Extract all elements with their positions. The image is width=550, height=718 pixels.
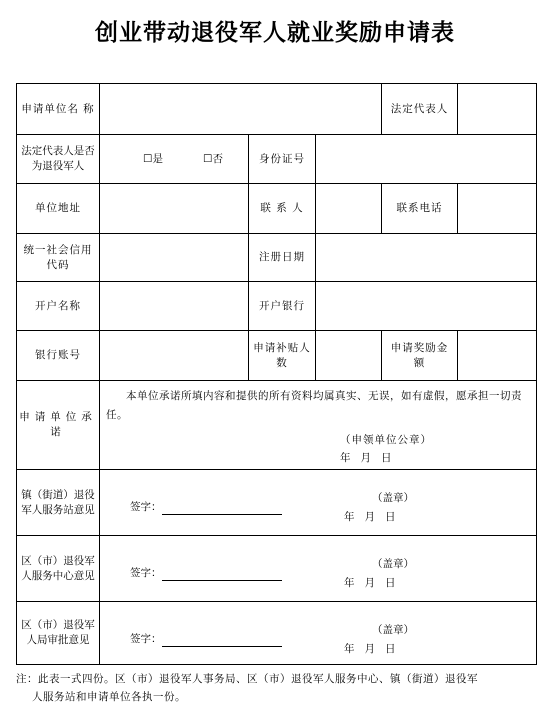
bank-field[interactable]: [316, 282, 537, 331]
footnote: [16, 670, 536, 706]
commitment-cell: [100, 381, 537, 470]
district-bureau-label: 区（市）退役军人局审批意见: [17, 602, 100, 665]
reg-date-field[interactable]: [316, 234, 537, 282]
signature-line: [130, 500, 282, 515]
reg-date-label: 注册日期: [249, 234, 316, 282]
veteran-choice: [100, 135, 249, 184]
yes-checkbox[interactable]: ☐是: [143, 152, 163, 165]
sign-label: 签字：: [130, 633, 162, 645]
bank-account-field[interactable]: [100, 331, 249, 381]
commitment-text: 本单位承诺所填内容和提供的所有资料均属真实、无误，如有虚假，愿承担一切责任。: [106, 390, 522, 421]
form-title: 创业带动退役军人就业奖励申请表: [95, 19, 455, 46]
legal-rep-field[interactable]: [458, 84, 537, 135]
contact-label: 联 系 人: [249, 184, 316, 234]
no-checkbox[interactable]: ☐否: [203, 152, 223, 165]
date-line: 年 月 日: [344, 511, 396, 523]
contact-field[interactable]: [316, 184, 382, 234]
bank-label: 开户银行: [249, 282, 316, 331]
id-number-field[interactable]: [316, 135, 537, 184]
signature-underline: [162, 568, 282, 581]
legal-rep-veteran-label: 法定代表人是否为退役军人: [17, 135, 100, 184]
credit-code-label: 统一社会信用代码: [17, 234, 100, 282]
reward-amount-label: 申请奖励金 额: [382, 331, 458, 381]
account-name-field[interactable]: [100, 282, 249, 331]
legal-rep-label: 法定代表人: [382, 84, 458, 135]
town-station-label: 镇（街道）退役军人服务站意见: [17, 470, 100, 536]
reward-amount-field[interactable]: [458, 331, 537, 381]
signature-line: [130, 632, 282, 647]
signature-underline: [162, 502, 282, 515]
signature-line: [130, 566, 282, 581]
signature-underline: [162, 634, 282, 647]
sign-label: 签字：: [130, 501, 162, 513]
unit-name-label: 申请单位名 称: [17, 84, 100, 135]
date-line: 年 月 日: [344, 577, 396, 589]
address-field[interactable]: [100, 184, 249, 234]
address-label: 单位地址: [17, 184, 100, 234]
commitment-seal: （申领单位公章）: [340, 434, 432, 446]
footnote-line-1: 注：此表一式四份。区（市）退役军人事务局、区（市）退役军人服务中心、镇（街道）退役军: [16, 673, 478, 685]
stamp-label: （盖章）: [372, 558, 414, 570]
unit-name-field[interactable]: [100, 84, 382, 135]
date-line: 年 月 日: [344, 643, 396, 655]
bank-account-label: 银行账号: [17, 331, 100, 381]
credit-code-field[interactable]: [100, 234, 249, 282]
subsidy-count-label: 申请补贴人 数: [249, 331, 316, 381]
commitment-label: 申请单位承 诺: [17, 381, 100, 470]
application-form-table: [16, 83, 537, 665]
district-bureau-opinion[interactable]: [100, 602, 537, 665]
phone-label: 联系电话: [382, 184, 458, 234]
stamp-label: （盖章）: [372, 492, 414, 504]
district-center-label: 区（市）退役军人服务中心意见: [17, 536, 100, 602]
sign-label: 签字：: [130, 567, 162, 579]
id-number-label: 身份证号: [249, 135, 316, 184]
district-center-opinion[interactable]: [100, 536, 537, 602]
account-name-label: 开户名称: [17, 282, 100, 331]
stamp-label: （盖章）: [372, 624, 414, 636]
town-station-opinion[interactable]: [100, 470, 537, 536]
phone-field[interactable]: [458, 184, 537, 234]
commitment-date: 年 月 日: [340, 452, 392, 464]
footnote-line-2: 人服务站和申请单位各执一份。: [32, 691, 186, 703]
subsidy-count-field[interactable]: [316, 331, 382, 381]
